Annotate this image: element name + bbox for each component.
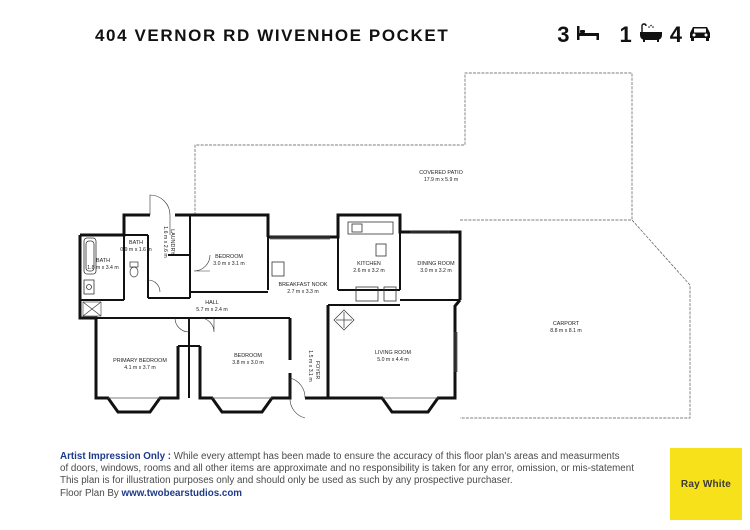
room-dims: 0.9 m x 1.6 m (120, 247, 152, 253)
room-living-room (375, 350, 411, 363)
disclaimer (60, 451, 650, 500)
room-covered-patio (419, 170, 463, 183)
room-name: BEDROOM (234, 353, 262, 359)
room-dims: 3.0 m x 3.2 m (420, 268, 452, 274)
fireplace (334, 310, 354, 330)
room-laundry (162, 226, 175, 257)
room-primary-bedroom (113, 358, 167, 371)
room-name: PRIMARY BEDROOM (113, 358, 167, 364)
room-name: LAUNDRY (169, 229, 175, 255)
room-dims: 2.6 m x 3.2 m (353, 268, 385, 274)
room-hall (196, 300, 227, 313)
room-name: LIVING ROOM (375, 350, 411, 356)
disclaimer-line-1 (60, 451, 650, 463)
room-dims: 1.8 m x 3.4 m (87, 265, 119, 271)
room-dims: 5.7 m x 2.4 m (196, 307, 228, 313)
disclaimer-line-3: This plan is for illustration purposes only and should only be used as such by any prospective purchaser. (60, 475, 513, 487)
room-dims: 3.8 m x 3.0 m (232, 360, 264, 366)
room-dims: 8.8 m x 8.1 m (550, 328, 582, 334)
room-name: FOYER (314, 360, 320, 380)
room-name: BEDROOM (215, 254, 243, 260)
disclaimer-line-2: of doors, windows, rooms and all other items are approximate and no responsibility is taken for any error, omission, or mis-statement (60, 463, 634, 475)
credit-label: Floor Plan By (60, 487, 122, 499)
disclaimer-lead: Artist Impression Only : (60, 451, 172, 462)
room-dining-room (417, 261, 455, 274)
room-foyer (307, 350, 320, 381)
vanity (84, 280, 94, 294)
car-space-count: 4 (669, 22, 682, 47)
brand-name: Ray White (680, 478, 732, 490)
room-dims: 17.9 m x 5.9 m (423, 177, 459, 183)
ray-white-logo (670, 448, 742, 520)
room-name: HALL (205, 300, 219, 306)
room-name: KITCHEN (357, 261, 381, 267)
room-name: CARPORT (552, 321, 580, 327)
room-name: COVERED PATIO (419, 170, 463, 176)
room-kitchen (353, 261, 384, 274)
credit-link[interactable]: www.twobearstudios.com (121, 487, 243, 499)
room-dims: 3.0 m x 3.1 m (213, 261, 245, 267)
room-bedroom-2 (232, 353, 263, 366)
room-dims: 2.7 m x 3.3 m (287, 289, 319, 295)
property-address-title: 404 VERNOR RD WIVENHOE POCKET (95, 26, 450, 45)
disclaimer-text-1: While every attempt has been made to ensure the accuracy of this floor plan's areas and measurments (171, 451, 620, 462)
room-dims: 1.6 m x 2.6 m (162, 226, 168, 258)
room-carport (550, 321, 581, 334)
carport-outline (460, 220, 690, 418)
bedroom-count: 3 (557, 22, 570, 47)
covered-patio-outline (195, 73, 632, 220)
breakfast-nook-unit (272, 262, 284, 276)
bathroom-count: 1 (619, 22, 632, 47)
room-dims: 4.1 m x 3.7 m (124, 365, 156, 371)
room-bath (87, 258, 118, 271)
room-name: DINING ROOM (417, 261, 455, 267)
room-dims: 1.5 m x 3.1 m (307, 350, 313, 382)
shower (83, 302, 101, 316)
room-name: BATH (129, 240, 143, 246)
toilet (130, 262, 138, 277)
room-name: BATH (96, 258, 110, 264)
room-bedroom-1 (213, 254, 244, 267)
room-dims: 5.0 m x 4.4 m (377, 357, 409, 363)
floor-plan-credit (60, 488, 650, 500)
room-name: BREAKFAST NOOK (278, 282, 328, 288)
room-breakfast-nook (278, 282, 327, 295)
windows (108, 232, 457, 398)
